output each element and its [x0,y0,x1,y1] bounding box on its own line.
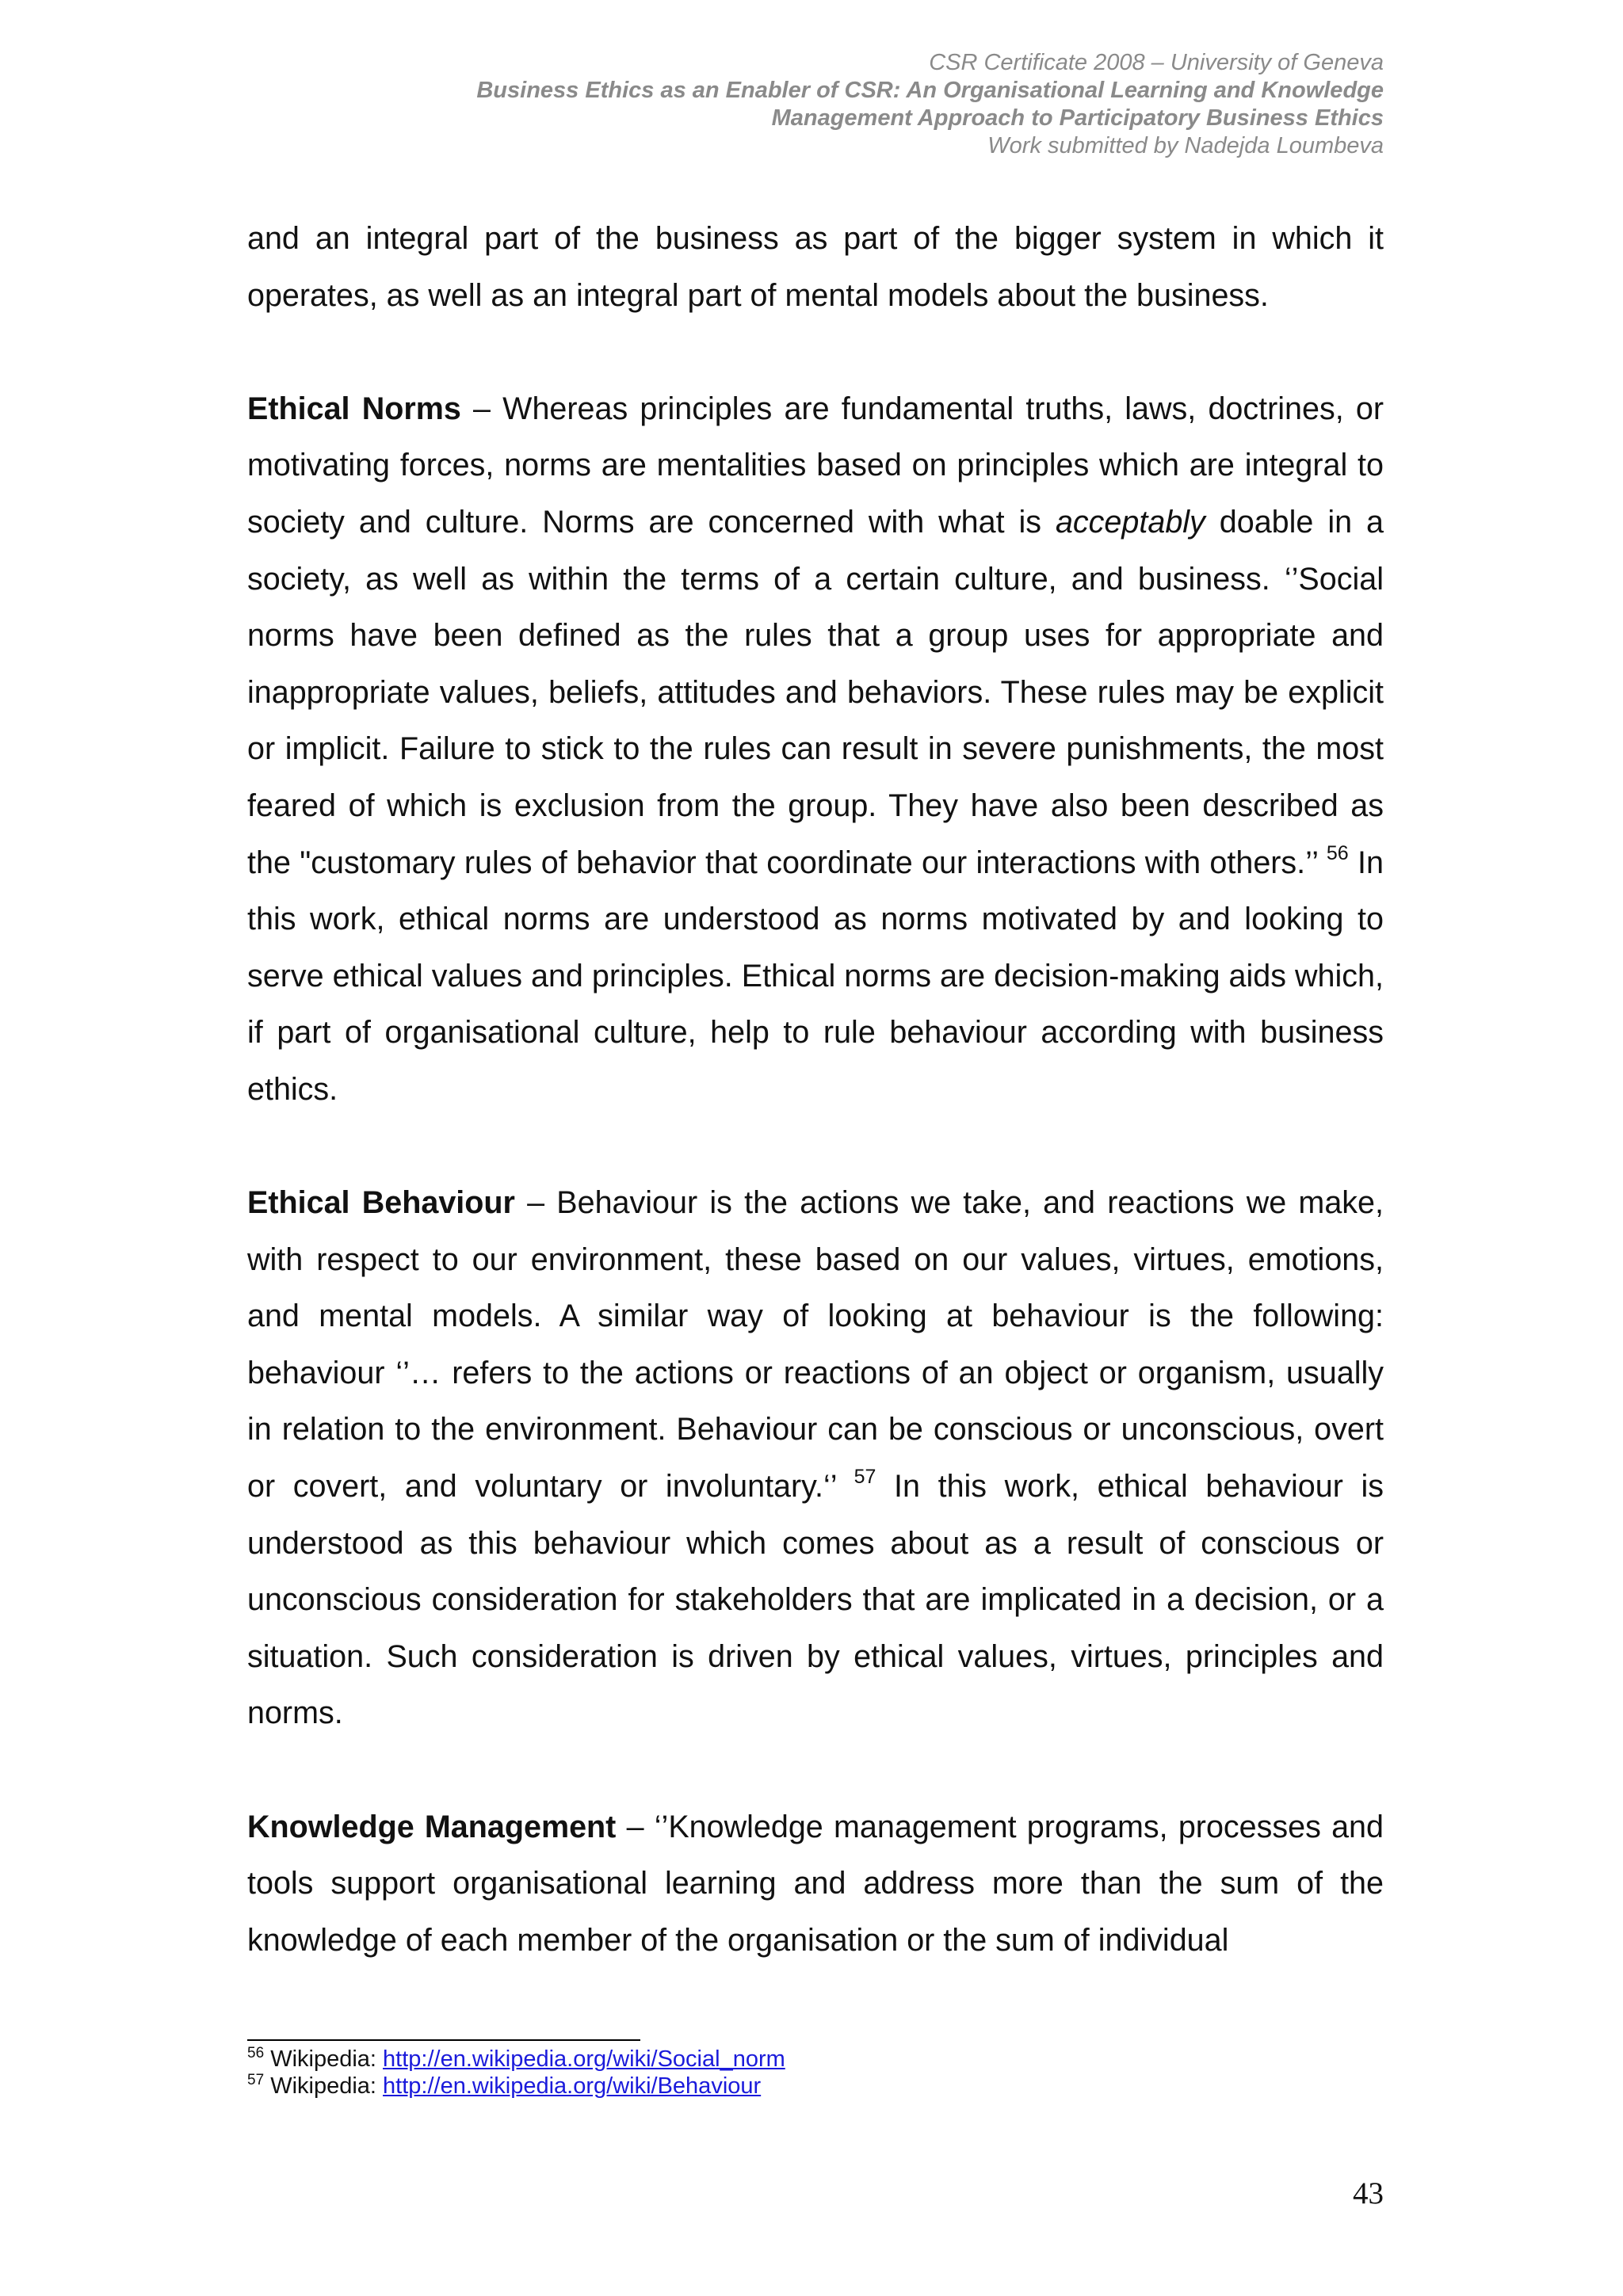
footnote-separator [247,2039,640,2041]
footnotes [247,2046,1384,2100]
footnote-link-behaviour[interactable]: http://en.wikipedia.org/wiki/Behaviour [383,2073,762,2099]
term-ethical-norms: Ethical Norms [247,391,461,426]
footnote-link-social-norm[interactable]: http://en.wikipedia.org/wiki/Social_norm [383,2046,785,2072]
paragraph-text: – ‘’Knowledge management programs, processes and tools support organisational learning and address more than the sum of the knowledge of each member of the organisation or the sum of individual [247,1809,1384,1958]
footnote-number: 56 [247,2045,265,2061]
footnote-ref-57[interactable]: 57 [854,1466,876,1489]
paragraph-text: – Whereas principles are fundamental truths, laws, doctrines, or motivating forces, norms are mentalities based on principles which are integral to society and culture. Norms are concerned with what is [247,391,1384,540]
paragraph-knowledge-management [247,1799,1384,1970]
paragraph-continuation [247,211,1384,324]
term-knowledge-management: Knowledge Management [247,1809,617,1844]
footnote-label: Wikipedia: [264,2073,384,2099]
header-author-line: Work submitted by Nadejda Loumbeva [987,133,1384,158]
page-number: 43 [1353,2176,1384,2210]
body-text [247,211,1384,1969]
footnote-number: 57 [247,2072,265,2088]
term-ethical-behaviour: Ethical Behaviour [247,1185,515,1221]
paragraph-ethical-norms [247,381,1384,1119]
footnote-ref-56[interactable]: 56 [1326,841,1349,864]
footnote-57 [247,2073,1384,2100]
running-header [274,49,1384,160]
emphasis-acceptably: acceptably [1055,504,1205,540]
paragraph-text: – Behaviour is the actions we take, and reactions we make, with respect to our environment, these based on our values, virtues, emotions, and mental models. A similar way of looking at behaviour is the following: behaviour ‘’… refers to the actions or reactions of an object or organism, usually in relation to the environment. Behaviour can be conscious or unconscious, overt or covert, and voluntary or involuntary.‘’ [247,1185,1384,1505]
paragraph-text: In this work, ethical behaviour is understood as this behaviour which comes about as a result of conscious or unconscious consideration for stakeholders that are implicated in a decision, or a situation. Such consideration is driven by ethical values, virtues, principles and norms. [247,1469,1384,1731]
header-certificate-line: CSR Certificate 2008 – University of Geneva [929,50,1384,75]
paragraph-text: and an integral part of the business as part of the bigger system in which it operates, as well as an integral part of mental models about the business. [247,221,1384,313]
paragraph-text: In this work, ethical norms are understood as norms motivated by and looking to serve ethical values and principles. Ethical norms are decision-making aids which, if part of organisational culture, help to rule behaviour according with business ethics. [247,845,1384,1107]
footnote-label: Wikipedia: [264,2046,384,2072]
header-title-line-1: Business Ethics as an Enabler of CSR: An Organisational Learning and Knowledge [476,78,1384,103]
paragraph-ethical-behaviour [247,1175,1384,1742]
header-title-line-2: Management Approach to Participatory Business Ethics [771,105,1384,131]
footnote-56 [247,2046,1384,2073]
paragraph-text: doable in a society, as well as within the terms of a certain culture, and business. ‘’Social norms have been defined as the rules that a group uses for appropriate and inappropriate values, beliefs, attitudes and behaviors. These rules may be explicit or implicit. Failure to stick to the rules can result in severe punishments, the most feared of which is exclusion from the group. They have also been described as the "customary rules of behavior that coordinate our interactions with others.’’ [247,504,1384,880]
